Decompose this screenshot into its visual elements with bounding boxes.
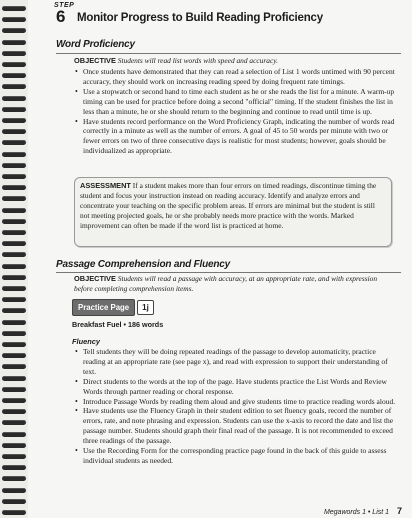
binding-coil: [2, 353, 26, 358]
section-rule: [56, 53, 401, 54]
binding-coil: [2, 409, 26, 414]
fluency-list: [74, 347, 397, 466]
assessment-text: If a student makes more than four errors on timed readings, discontinue timing the student and focus your instruction instead on reading accuracy. Identify and analyze errors and concentrate your teaching on the specific problem areas. If errors are minimal but the student is still not meeting projected goals, he or she probably needs more practice with the words. Marked improvement can often be made if the word list is practiced at home.: [80, 181, 377, 230]
binding-coil: [2, 129, 26, 134]
binding-coil: [2, 118, 26, 123]
binding-coil: [2, 465, 26, 470]
section-rule: [56, 272, 401, 273]
binding-coil: [2, 420, 26, 425]
binding-coil: [2, 185, 26, 190]
objective-passage: [74, 274, 390, 294]
page-title: Monitor Progress to Build Reading Proficiency: [77, 12, 323, 24]
section-heading-word-proficiency: Word Proficiency: [56, 39, 135, 50]
binding-coil: [2, 6, 26, 11]
binding-coil: [2, 510, 26, 515]
binding-coil: [2, 73, 26, 78]
step-number: 6: [56, 7, 66, 26]
binding-coil: [2, 376, 26, 381]
list-item: • Use the Recording Form for the corresponding practice page found in the back of this guide to assess individual students as needed.: [83, 446, 397, 466]
practice-page-number: 1j: [137, 300, 154, 315]
binding-coil: [2, 152, 26, 157]
footer-book: Megawords 1 • List 1: [323, 509, 390, 516]
assessment-label: ASSESSMENT: [80, 181, 131, 190]
page: [34, 0, 406, 518]
binding-coil: [2, 17, 26, 22]
binding-coil: [2, 84, 26, 89]
binding-coil: [2, 230, 26, 235]
binding-coil: [2, 40, 26, 45]
objective-text: Students will read list words with speed and accuracy.: [117, 56, 278, 65]
page-number: 7: [396, 506, 402, 516]
section-heading-passage: Passage Comprehension and Fluency: [56, 259, 231, 270]
binding-coil: [2, 398, 26, 403]
assessment-content: [80, 181, 386, 231]
spiral-binding: [0, 0, 28, 518]
binding-coil: [2, 432, 26, 437]
binding-coil: [2, 275, 26, 280]
binding-coil: [2, 443, 26, 448]
objective-label: OBJECTIVE: [74, 274, 116, 283]
list-item: • Once students have demonstrated that they can read a selection of List 1 words untimed with 90 percent accuracy, they should work on increasing reading speed by doing frequent rate timings.: [83, 67, 397, 87]
binding-coil: [2, 286, 26, 291]
practice-page-tag: [72, 299, 154, 315]
practice-page-label: Practice Page: [72, 299, 135, 316]
binding-coil: [2, 28, 26, 33]
objective-word-proficiency: [74, 56, 394, 66]
binding-coil: [2, 107, 26, 112]
binding-coil: [2, 308, 26, 313]
selection-title: Breakfast Fuel • 186 words: [72, 320, 164, 329]
binding-coil: [2, 476, 26, 481]
binding-coil: [2, 252, 26, 257]
step-label: STEP: [54, 2, 75, 9]
binding-coil: [2, 163, 26, 168]
binding-coil: [2, 62, 26, 67]
binding-coil: [2, 297, 26, 302]
binding-coil: [2, 196, 26, 201]
binding-coil: [2, 264, 26, 269]
list-item: • Introduce Passage Words by reading them aloud and give students time to practice reading words aloud.: [83, 397, 397, 407]
binding-coil: [2, 454, 26, 459]
assessment-box: [74, 177, 392, 247]
binding-coil: [2, 219, 26, 224]
fluency-heading: Fluency: [72, 337, 100, 346]
list-item: • Have students use the Fluency Graph in their student edition to set fluency goals, record the number of errors, rate, and note phrasing and expression. Students can use the x-axis to record the date and list the passage number. Students should graph their final read of the passage. It is not recommended to exceed three readings of the passage.: [83, 406, 397, 446]
binding-coil: [2, 488, 26, 493]
binding-coil: [2, 96, 26, 101]
list-item: • Use a stopwatch or second hand to time each student as he or she reads the list for a minute. A warm-up timing can be used for practice before doing a second "official" timing. If the student finishes the list in less than a minute, he or she should return to the beginning and continue to read until time is up.: [83, 87, 397, 117]
binding-coil: [2, 499, 26, 504]
binding-coil: [2, 342, 26, 347]
list-item: • Have students record performance on the Word Proficiency Graph, indicating the number of words read correctly in a minute as well as the number of errors. A goal of 45 to 50 words per minute with two or fewer errors on two of three consecutive days is realistic for most students; however, goals should be individualized as appropriate.: [83, 117, 397, 157]
binding-coil: [2, 174, 26, 179]
list-item: • Direct students to the words at the top of the page. Have students practice the List Words and Review Words through partner reading or choral response.: [83, 377, 397, 397]
binding-coil: [2, 140, 26, 145]
objective-label: OBJECTIVE: [74, 56, 116, 65]
binding-coil: [2, 51, 26, 56]
binding-coil: [2, 331, 26, 336]
list-item: • Tell students they will be doing repeated readings of the passage to develop automaticity, practice reading at an appropriate rate (see page x), and read with expression to support their understanding of text.: [83, 347, 397, 377]
binding-coil: [2, 241, 26, 246]
binding-coil: [2, 364, 26, 369]
binding-coil: [2, 208, 26, 213]
objective-text: Students will read a passage with accuracy, at an appropriate rate, and with expression before completing comprehension items.: [74, 274, 378, 293]
binding-coil: [2, 320, 26, 325]
binding-coil: [2, 387, 26, 392]
page-footer: [324, 506, 402, 516]
word-proficiency-list: [74, 67, 397, 156]
